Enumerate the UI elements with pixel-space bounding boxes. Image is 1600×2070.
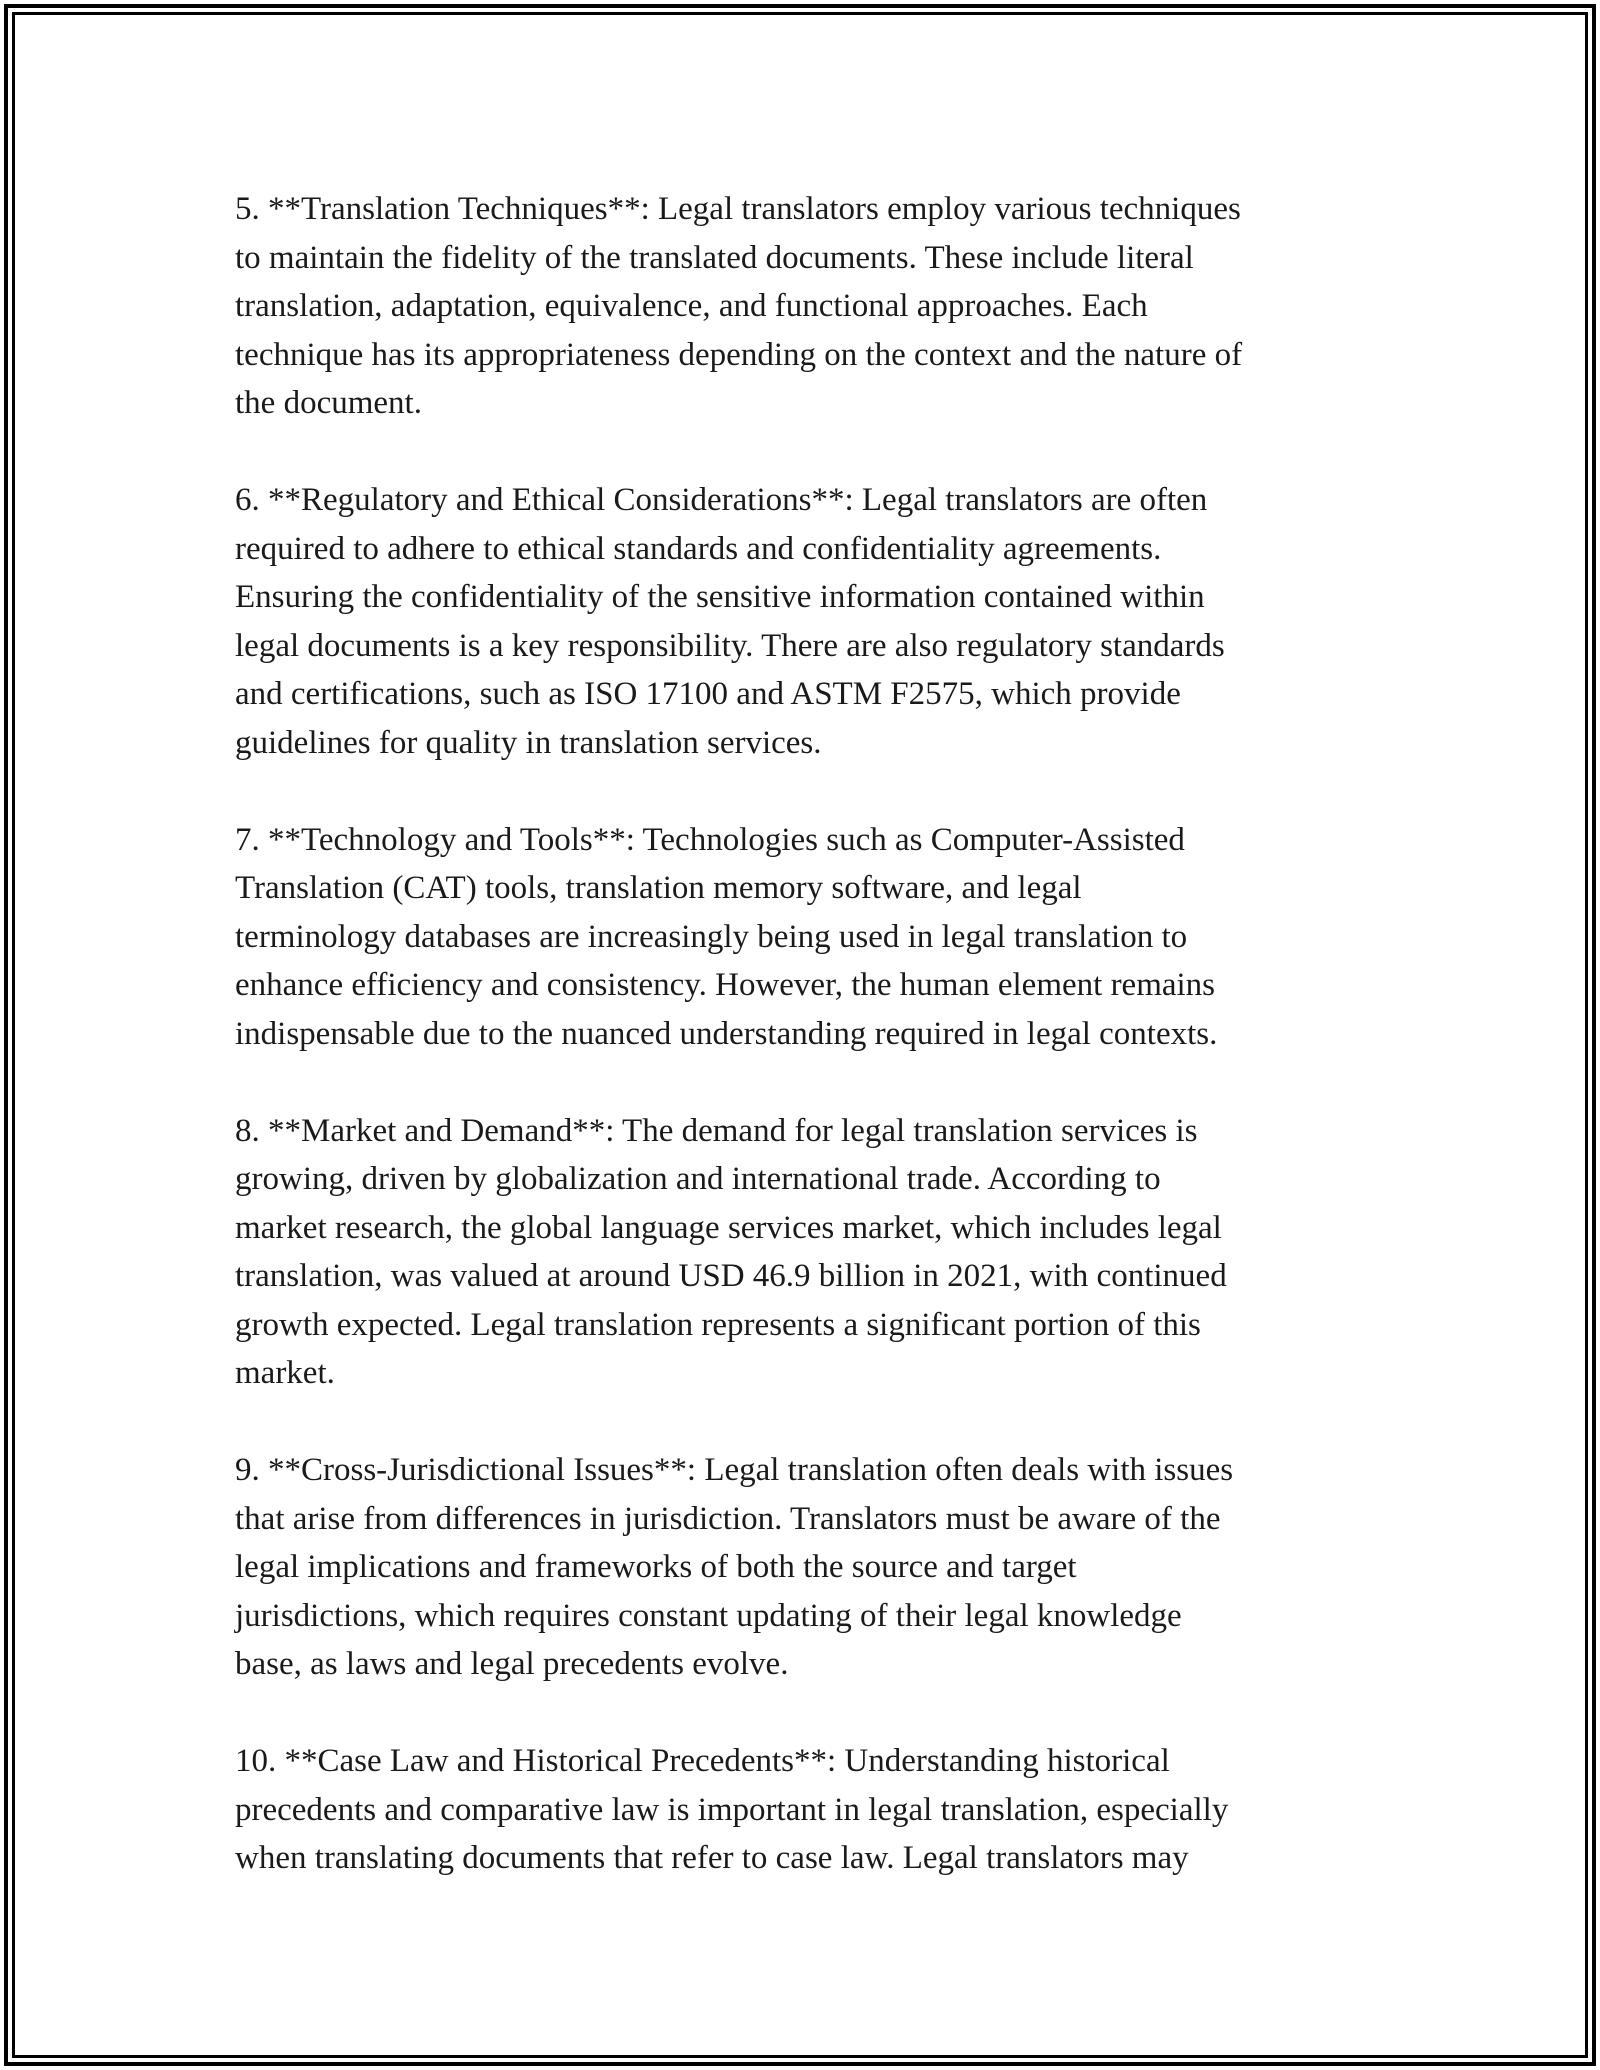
text-line: market. [235, 1355, 335, 1391]
text-line: the document. [235, 385, 422, 421]
text-line: when translating documents that refer to case law. Legal translators may [235, 1840, 1189, 1876]
text-line: base, as laws and legal precedents evolve. [235, 1646, 789, 1682]
text-line: indispensable due to the nuanced understanding required in legal contexts. [235, 1015, 1218, 1052]
paragraph-cross-jurisdictional [235, 1446, 1385, 1689]
text-line: growth expected. Legal translation represents a significant portion of this [235, 1306, 1201, 1343]
text-line: terminology databases are increasingly being used in legal translation to [235, 918, 1188, 955]
paragraph-regulatory-ethical [235, 476, 1385, 767]
text-line: guidelines for quality in translation services. [235, 724, 822, 761]
document-body [235, 185, 1385, 1883]
text-line: enhance efficiency and consistency. However, the human element remains [235, 967, 1216, 1003]
paragraph-technology-tools [235, 816, 1385, 1059]
text-line: legal implications and frameworks of both the source and target [235, 1549, 1077, 1585]
text-line: and certifications, such as ISO 17100 and ASTM F2575, which provide [235, 676, 1181, 712]
text-line: market research, the global language services market, which includes legal [235, 1209, 1222, 1246]
text-line: required to adhere to ethical standards and confidentiality agreements. [235, 530, 1162, 567]
text-line: precedents and comparative law is important in legal translation, especially [235, 1791, 1229, 1828]
text-line: legal documents is a key responsibility. There are also regulatory standards [235, 627, 1225, 664]
text-line: jurisdictions, which requires constant updating of their legal knowledge [235, 1597, 1182, 1634]
text-line: 7. **Technology and Tools**: Technologies such as Computer-Assisted [235, 821, 1185, 858]
text-line: Ensuring the confidentiality of the sensitive information contained within [235, 579, 1205, 615]
text-line: to maintain the fidelity of the translated documents. These include literal [235, 239, 1194, 276]
text-line: 10. **Case Law and Historical Precedents**: Understanding historical [235, 1743, 1170, 1779]
paragraph-translation-techniques [235, 185, 1385, 428]
text-line: 8. **Market and Demand**: The demand for legal translation services is [235, 1112, 1198, 1149]
text-line: 9. **Cross-Jurisdictional Issues**: Legal translation often deals with issues [235, 1452, 1234, 1488]
text-line: Translation (CAT) tools, translation memory software, and legal [235, 870, 1082, 906]
paragraph-case-law [235, 1737, 1385, 1883]
text-line: growing, driven by globalization and international trade. According to [235, 1161, 1161, 1197]
text-line: 6. **Regulatory and Ethical Considerations**: Legal translators are often [235, 482, 1208, 518]
text-line: translation, was valued at around USD 46.9 billion in 2021, with continued [235, 1258, 1227, 1294]
text-line: translation, adaptation, equivalence, and functional approaches. Each [235, 288, 1148, 324]
text-line: technique has its appropriateness depending on the context and the nature of [235, 336, 1243, 373]
text-line: that arise from differences in jurisdiction. Translators must be aware of the [235, 1500, 1221, 1537]
paragraph-market-demand [235, 1107, 1385, 1398]
text-line: 5. **Translation Techniques**: Legal translators employ various techniques [235, 191, 1241, 227]
